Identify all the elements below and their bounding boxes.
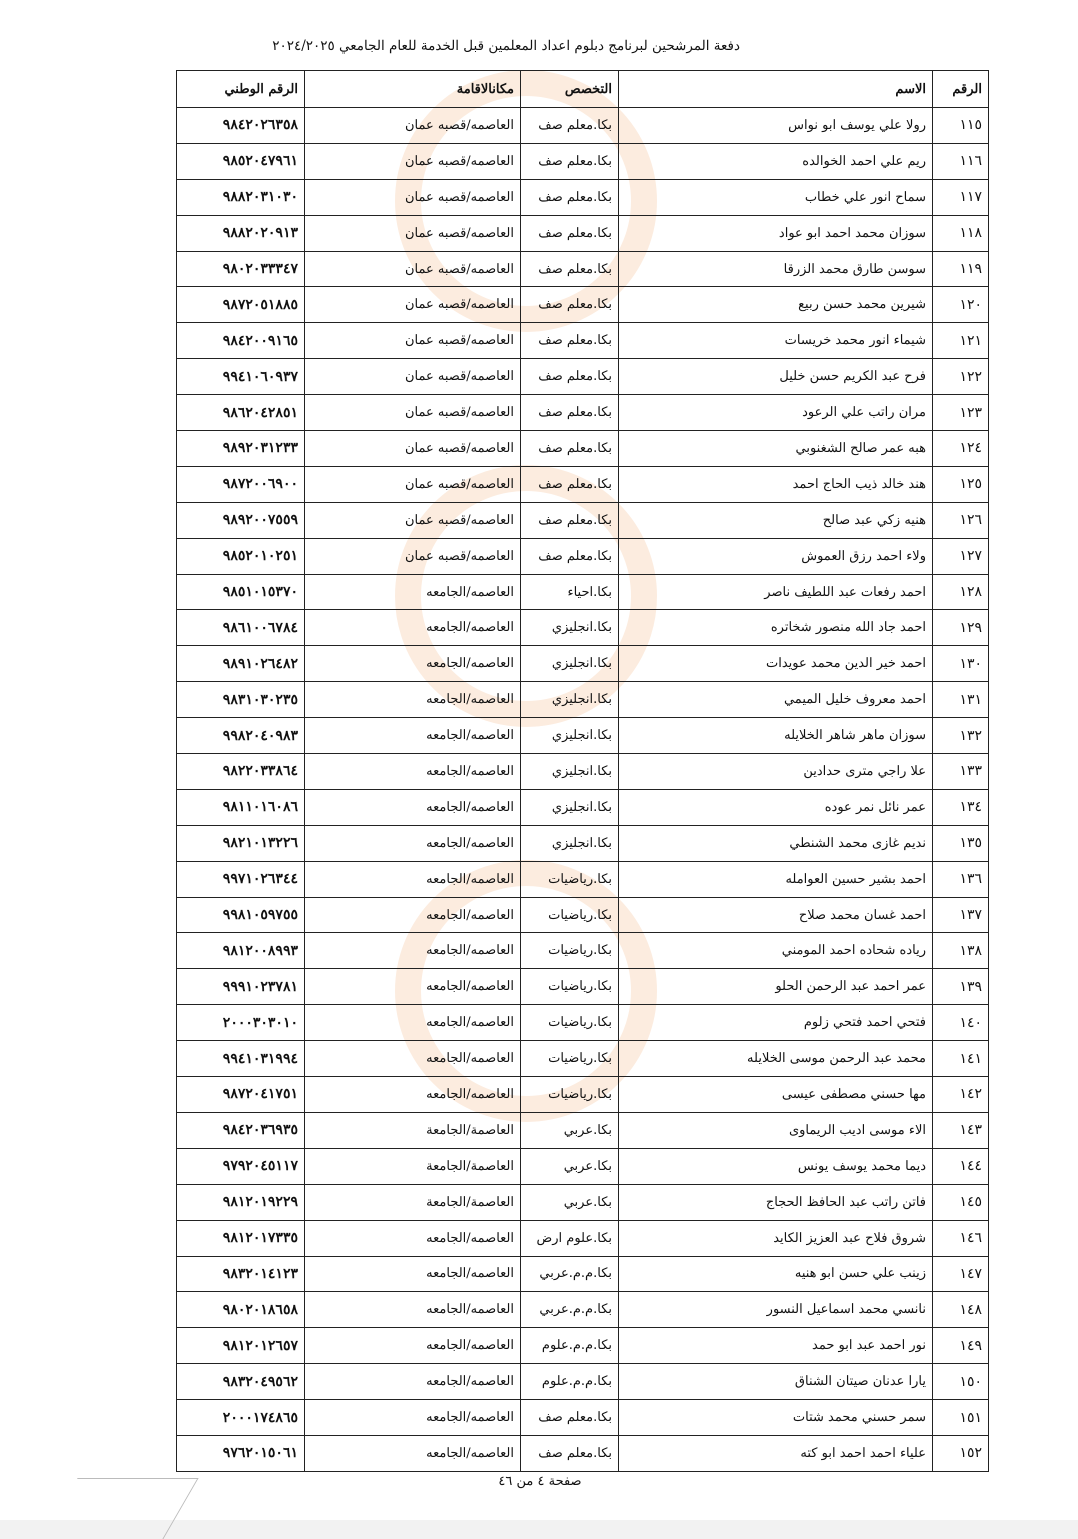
cell-number: ١٤٨: [933, 1292, 989, 1328]
cell-number: ١٣٢: [933, 718, 989, 754]
cell-residence: العاصمه/الجامعه: [305, 1220, 521, 1256]
cell-number: ١٢٩: [933, 610, 989, 646]
table-row: [177, 251, 989, 287]
cell-residence: العاصمه/الجامعه: [305, 1256, 521, 1292]
cell-national-id: ٩٧٦٢٠١٥٠٦١: [177, 1435, 305, 1471]
table-row: [177, 108, 989, 144]
cell-specialization: بكا.رياضيات: [521, 969, 619, 1005]
cell-number: ١٣٠: [933, 646, 989, 682]
header-specialization: التخصص: [521, 71, 619, 108]
cell-national-id: ٩٩٨٢٠٤٠٩٨٣: [177, 718, 305, 754]
cell-residence: العاصمه/الجامعه: [305, 646, 521, 682]
cell-name: محمد عبد الرحمن موسى الخلايله: [619, 1041, 933, 1077]
table-body: [177, 108, 989, 1472]
cell-name: سوسن طارق محمد الزرقا: [619, 251, 933, 287]
cell-specialization: بكا.انجليزي: [521, 610, 619, 646]
cell-national-id: ٩٨١٢٠١٢٦٥٧: [177, 1328, 305, 1364]
cell-residence: العاصمه/الجامعه: [305, 897, 521, 933]
table-row: [177, 861, 989, 897]
cell-residence: العاصمه/قصبه عمان: [305, 108, 521, 144]
cell-national-id: ٩٨٥١٠١٥٣٧٠: [177, 574, 305, 610]
cell-number: ١٣١: [933, 682, 989, 718]
table-row: [177, 933, 989, 969]
table-row: [177, 969, 989, 1005]
cell-national-id: ٩٨٦١٠٠٦٧٨٤: [177, 610, 305, 646]
cell-residence: العاصمه/قصبه عمان: [305, 502, 521, 538]
cell-number: ١٢٣: [933, 395, 989, 431]
cell-number: ١٥١: [933, 1400, 989, 1436]
cell-name: علياء احمد احمد ابو كته: [619, 1435, 933, 1471]
cell-name: فاتن راتب عبد الحافظ الحجاج: [619, 1184, 933, 1220]
table-row: [177, 789, 989, 825]
cell-name: احمد جاد الله منصور شخاتره: [619, 610, 933, 646]
cell-national-id: ٩٨٠٢٠٣٣٣٤٧: [177, 251, 305, 287]
cell-number: ١٤٧: [933, 1256, 989, 1292]
cell-residence: العاصمه/قصبه عمان: [305, 466, 521, 502]
cell-name: يارا عدنان صيتان الشناق: [619, 1364, 933, 1400]
cell-name: علا راجي مترى حدادين: [619, 754, 933, 790]
cell-specialization: بكا.م.م.علوم: [521, 1364, 619, 1400]
cell-name: احمد غسان محمد صلاح: [619, 897, 933, 933]
cell-name: احمد رفعات عبد اللطيف ناصر: [619, 574, 933, 610]
header-name: الاسم: [619, 71, 933, 108]
table-row: [177, 466, 989, 502]
cell-residence: العاصمه/قصبه عمان: [305, 179, 521, 215]
table-row: [177, 1364, 989, 1400]
cell-national-id: ٩٩٨١٠٥٩٧٥٥: [177, 897, 305, 933]
cell-residence: العاصمه/الجامعه: [305, 1041, 521, 1077]
cell-specialization: بكا.انجليزي: [521, 682, 619, 718]
cell-number: ١٢٦: [933, 502, 989, 538]
cell-number: ١٢٥: [933, 466, 989, 502]
cell-name: احمد معروف خليل الميمي: [619, 682, 933, 718]
cell-name: ولاء احمد رزق العموش: [619, 538, 933, 574]
cell-name: نديم غازى محمد الشنطي: [619, 825, 933, 861]
cell-specialization: بكا.معلم صف: [521, 323, 619, 359]
cell-number: ١٤٤: [933, 1148, 989, 1184]
cell-specialization: بكا.معلم صف: [521, 108, 619, 144]
table-row: [177, 287, 989, 323]
cell-number: ١٢٨: [933, 574, 989, 610]
cell-specialization: بكا.رياضيات: [521, 897, 619, 933]
cell-specialization: بكا.معلم صف: [521, 359, 619, 395]
cell-residence: العاصمة/الجامعة: [305, 1112, 521, 1148]
cell-residence: العاصمه/الجامعه: [305, 1328, 521, 1364]
cell-name: عمر نائل نمر عوده: [619, 789, 933, 825]
table-row: [177, 1148, 989, 1184]
cell-name: فرح عبد الكريم حسن خليل: [619, 359, 933, 395]
cell-name: الاء موسى اديب الريماوى: [619, 1112, 933, 1148]
cell-number: ١٢٧: [933, 538, 989, 574]
cell-national-id: ٩٨٨٢٠٣١٠٣٠: [177, 179, 305, 215]
cell-number: ١١٧: [933, 179, 989, 215]
cell-national-id: ٩٨٧٢٠٥١٨٨٥: [177, 287, 305, 323]
cell-name: هبه عمر صالح الشغنوبي: [619, 431, 933, 467]
cell-number: ١٤٣: [933, 1112, 989, 1148]
cell-residence: العاصمه/الجامعه: [305, 574, 521, 610]
cell-number: ١٤٢: [933, 1077, 989, 1113]
cell-national-id: ٩٨٢١٠١٣٢٢٦: [177, 825, 305, 861]
cell-name: ريم علي احمد الخوالده: [619, 143, 933, 179]
cell-number: ١٤١: [933, 1041, 989, 1077]
cell-name: هند خالد ذيب الحاج احمد: [619, 466, 933, 502]
cell-national-id: ٩٨١١٠١٦٠٨٦: [177, 789, 305, 825]
cell-number: ١٣٤: [933, 789, 989, 825]
cell-national-id: ٩٩٩١٠٢٣٧٨١: [177, 969, 305, 1005]
cell-residence: العاصمه/الجامعه: [305, 969, 521, 1005]
table-row: [177, 1184, 989, 1220]
cell-national-id: ٩٨٩٢٠٠٧٥٥٩: [177, 502, 305, 538]
cell-specialization: بكا.م.م.عربي: [521, 1256, 619, 1292]
cell-name: مها حسني مصطفى عيسى: [619, 1077, 933, 1113]
cell-specialization: بكا.معلم صف: [521, 215, 619, 251]
cell-number: ١٣٩: [933, 969, 989, 1005]
cell-number: ١٤٩: [933, 1328, 989, 1364]
cell-name: احمد بشير حسين العوامله: [619, 861, 933, 897]
document-title: دفعة المرشحين لبرنامج دبلوم اعداد المعلمين قبل الخدمة للعام الجامعي ٢٠٢٤/٢٠٢٥: [272, 38, 740, 54]
cell-national-id: ٩٨٣٢٠٤٩٥٦٢: [177, 1364, 305, 1400]
cell-number: ١١٥: [933, 108, 989, 144]
cell-national-id: ٩٨١٢٠١٩٢٢٩: [177, 1184, 305, 1220]
cell-national-id: ٩٨٨٢٠٢٠٩١٣: [177, 215, 305, 251]
cell-name: شيرين محمد حسن ربيع: [619, 287, 933, 323]
cell-specialization: بكا.رياضيات: [521, 1041, 619, 1077]
table-row: [177, 1041, 989, 1077]
cell-residence: العاصمه/الجامعه: [305, 718, 521, 754]
cell-residence: العاصمه/الجامعه: [305, 1400, 521, 1436]
cell-name: سمر حسني محمد شتات: [619, 1400, 933, 1436]
cell-residence: العاصمه/قصبه عمان: [305, 323, 521, 359]
cell-specialization: بكا.انجليزي: [521, 789, 619, 825]
cell-national-id: ٩٨١٢٠٠٨٩٩٣: [177, 933, 305, 969]
cell-specialization: بكا.معلم صف: [521, 143, 619, 179]
cell-number: ١١٦: [933, 143, 989, 179]
cell-specialization: بكا.انجليزي: [521, 718, 619, 754]
cell-specialization: بكا.معلم صف: [521, 251, 619, 287]
cell-residence: العاصمة/الجامعة: [305, 1184, 521, 1220]
cell-name: سوزان ماهر شاهر الخلايله: [619, 718, 933, 754]
table-row: [177, 143, 989, 179]
cell-specialization: بكا.رياضيات: [521, 1077, 619, 1113]
cell-number: ١٢٤: [933, 431, 989, 467]
table-row: [177, 179, 989, 215]
cell-national-id: ٩٨٣١٠٣٠٢٣٥: [177, 682, 305, 718]
cell-specialization: بكا.معلم صف: [521, 1400, 619, 1436]
cell-national-id: ٩٨٤٢٠٠٩١٦٥: [177, 323, 305, 359]
table-row: [177, 1292, 989, 1328]
table-row: [177, 1220, 989, 1256]
cell-number: ١٥٠: [933, 1364, 989, 1400]
table-row: [177, 1328, 989, 1364]
cell-specialization: بكا.عربي: [521, 1148, 619, 1184]
cell-number: ١٢٠: [933, 287, 989, 323]
cell-name: هنيه زكي عبد صالح: [619, 502, 933, 538]
table-row: [177, 825, 989, 861]
cell-national-id: ٩٨٧٢٠٤١٧٥١: [177, 1077, 305, 1113]
cell-national-id: ٩٩٤١٠٣١٩٩٤: [177, 1041, 305, 1077]
cell-specialization: بكا.معلم صف: [521, 1435, 619, 1471]
cell-residence: العاصمه/الجامعه: [305, 1364, 521, 1400]
cell-name: سماح انور علي خطاب: [619, 179, 933, 215]
cell-national-id: ٩٨٣٢٠١٤١٢٣: [177, 1256, 305, 1292]
cell-specialization: بكا.رياضيات: [521, 933, 619, 969]
cell-specialization: بكا.احياء: [521, 574, 619, 610]
cell-number: ١١٨: [933, 215, 989, 251]
table-row: [177, 718, 989, 754]
header-residence: مكانالاقامة: [305, 71, 521, 108]
cell-residence: العاصمة/الجامعة: [305, 1148, 521, 1184]
table-row: [177, 1400, 989, 1436]
cell-specialization: بكا.معلم صف: [521, 395, 619, 431]
cell-national-id: ٢٠٠٠٣٠٣٠١٠: [177, 1005, 305, 1041]
cell-specialization: بكا.عربي: [521, 1112, 619, 1148]
cell-number: ١٤٠: [933, 1005, 989, 1041]
cell-national-id: ٩٨٥٢٠١٠٢٥١: [177, 538, 305, 574]
cell-residence: العاصمه/الجامعه: [305, 933, 521, 969]
cell-residence: العاصمه/قصبه عمان: [305, 538, 521, 574]
page-curl-decoration: [42, 1478, 198, 1539]
cell-residence: العاصمه/الجامعه: [305, 682, 521, 718]
cell-specialization: بكا.معلم صف: [521, 466, 619, 502]
cell-national-id: ٩٨٢٢٠٣٣٨٦٤: [177, 754, 305, 790]
cell-residence: العاصمه/قصبه عمان: [305, 395, 521, 431]
cell-name: عمر احمد عبد الرحمن الحلو: [619, 969, 933, 1005]
cell-number: ١٣٦: [933, 861, 989, 897]
cell-name: شيماء انور محمد خريسات: [619, 323, 933, 359]
table-row: [177, 1256, 989, 1292]
table-row: [177, 646, 989, 682]
cell-name: نانسي محمد اسماعيل النسور: [619, 1292, 933, 1328]
cell-residence: العاصمه/الجامعه: [305, 1077, 521, 1113]
cell-name: ديما محمد يوسف يونس: [619, 1148, 933, 1184]
cell-residence: العاصمه/قصبه عمان: [305, 143, 521, 179]
cell-specialization: بكا.رياضيات: [521, 1005, 619, 1041]
cell-name: رياده شحاده احمد المومني: [619, 933, 933, 969]
cell-number: ١٥٢: [933, 1435, 989, 1471]
table-row: [177, 610, 989, 646]
table-row: [177, 1112, 989, 1148]
cell-name: احمد خير الدين محمد عويدات: [619, 646, 933, 682]
cell-residence: العاصمه/الجامعه: [305, 1005, 521, 1041]
cell-national-id: ٩٨٧٢٠٠٦٩٠٠: [177, 466, 305, 502]
cell-specialization: بكا.علوم ارض: [521, 1220, 619, 1256]
candidates-table: [176, 70, 989, 1472]
page-footer: صفحة ٤ من ٤٦: [498, 1474, 582, 1489]
cell-name: نور احمد عبد ابو حمد: [619, 1328, 933, 1364]
cell-number: ١٢١: [933, 323, 989, 359]
table-row: [177, 538, 989, 574]
table-row: [177, 431, 989, 467]
cell-national-id: ٩٩٤١٠٦٠٩٣٧: [177, 359, 305, 395]
cell-number: ١٣٣: [933, 754, 989, 790]
cell-residence: العاصمه/قصبه عمان: [305, 215, 521, 251]
table-row: [177, 897, 989, 933]
cell-national-id: ٩٨٤٢٠٢٦٣٥٨: [177, 108, 305, 144]
table-row: [177, 502, 989, 538]
table-row: [177, 1077, 989, 1113]
cell-residence: العاصمه/قصبه عمان: [305, 287, 521, 323]
table-row: [177, 359, 989, 395]
table-row: [177, 754, 989, 790]
cell-residence: العاصمه/الجامعه: [305, 754, 521, 790]
cell-residence: العاصمه/قصبه عمان: [305, 359, 521, 395]
table-row: [177, 682, 989, 718]
cell-residence: العاصمه/قصبه عمان: [305, 431, 521, 467]
cell-specialization: بكا.عربي: [521, 1184, 619, 1220]
cell-name: سوزان محمد احمد ابو عواد: [619, 215, 933, 251]
cell-residence: العاصمه/الجامعه: [305, 861, 521, 897]
cell-name: زينب علي حسن ابو هنيه: [619, 1256, 933, 1292]
cell-specialization: بكا.معلم صف: [521, 538, 619, 574]
cell-residence: العاصمه/الجامعه: [305, 1435, 521, 1471]
cell-national-id: ٩٨٤٢٠٣٦٩٣٥: [177, 1112, 305, 1148]
cell-number: ١١٩: [933, 251, 989, 287]
cell-specialization: بكا.معلم صف: [521, 287, 619, 323]
cell-number: ١٣٥: [933, 825, 989, 861]
cell-specialization: بكا.انجليزي: [521, 646, 619, 682]
cell-name: مران راتب علي الرعود: [619, 395, 933, 431]
cell-name: فتحي احمد فتحي زلوم: [619, 1005, 933, 1041]
cell-number: ١٣٧: [933, 897, 989, 933]
table-header-row: [177, 71, 989, 108]
cell-national-id: ٩٧٩٢٠٤٥١١٧: [177, 1148, 305, 1184]
table-row: [177, 1435, 989, 1471]
cell-number: ١٤٦: [933, 1220, 989, 1256]
cell-residence: العاصمه/قصبه عمان: [305, 251, 521, 287]
table-row: [177, 1005, 989, 1041]
table-row: [177, 395, 989, 431]
table-row: [177, 215, 989, 251]
cell-number: ١٢٢: [933, 359, 989, 395]
cell-number: ١٤٥: [933, 1184, 989, 1220]
cell-national-id: ٩٨٠٢٠١٨٦٥٨: [177, 1292, 305, 1328]
cell-specialization: بكا.م.م.عربي: [521, 1292, 619, 1328]
cell-number: ١٣٨: [933, 933, 989, 969]
cell-specialization: بكا.م.م.علوم: [521, 1328, 619, 1364]
table-row: [177, 323, 989, 359]
header-national-id: الرقم الوطني: [177, 71, 305, 108]
cell-specialization: بكا.انجليزي: [521, 754, 619, 790]
cell-residence: العاصمه/الجامعه: [305, 1292, 521, 1328]
cell-name: رولا علي يوسف ابو نواس: [619, 108, 933, 144]
cell-national-id: ٢٠٠٠١٧٤٨٦٥: [177, 1400, 305, 1436]
cell-national-id: ٩٨٦٢٠٤٢٨٥١: [177, 395, 305, 431]
cell-national-id: ٩٨٥٢٠٤٧٩٦١: [177, 143, 305, 179]
cell-national-id: ٩٨٩١٠٢٦٤٨٢: [177, 646, 305, 682]
cell-specialization: بكا.معلم صف: [521, 431, 619, 467]
cell-national-id: ٩٩٧١٠٢٦٣٤٤: [177, 861, 305, 897]
cell-national-id: ٩٨٩٢٠٣١٢٣٣: [177, 431, 305, 467]
table-row: [177, 574, 989, 610]
cell-residence: العاصمه/الجامعه: [305, 610, 521, 646]
cell-specialization: بكا.رياضيات: [521, 861, 619, 897]
cell-specialization: بكا.انجليزي: [521, 825, 619, 861]
header-number: الرقم: [933, 71, 989, 108]
cell-name: شروق فلاح عبد العزيز الكايد: [619, 1220, 933, 1256]
cell-residence: العاصمه/الجامعه: [305, 825, 521, 861]
cell-specialization: بكا.معلم صف: [521, 502, 619, 538]
cell-residence: العاصمه/الجامعه: [305, 789, 521, 825]
cell-national-id: ٩٨١٢٠١٧٣٣٥: [177, 1220, 305, 1256]
cell-specialization: بكا.معلم صف: [521, 179, 619, 215]
